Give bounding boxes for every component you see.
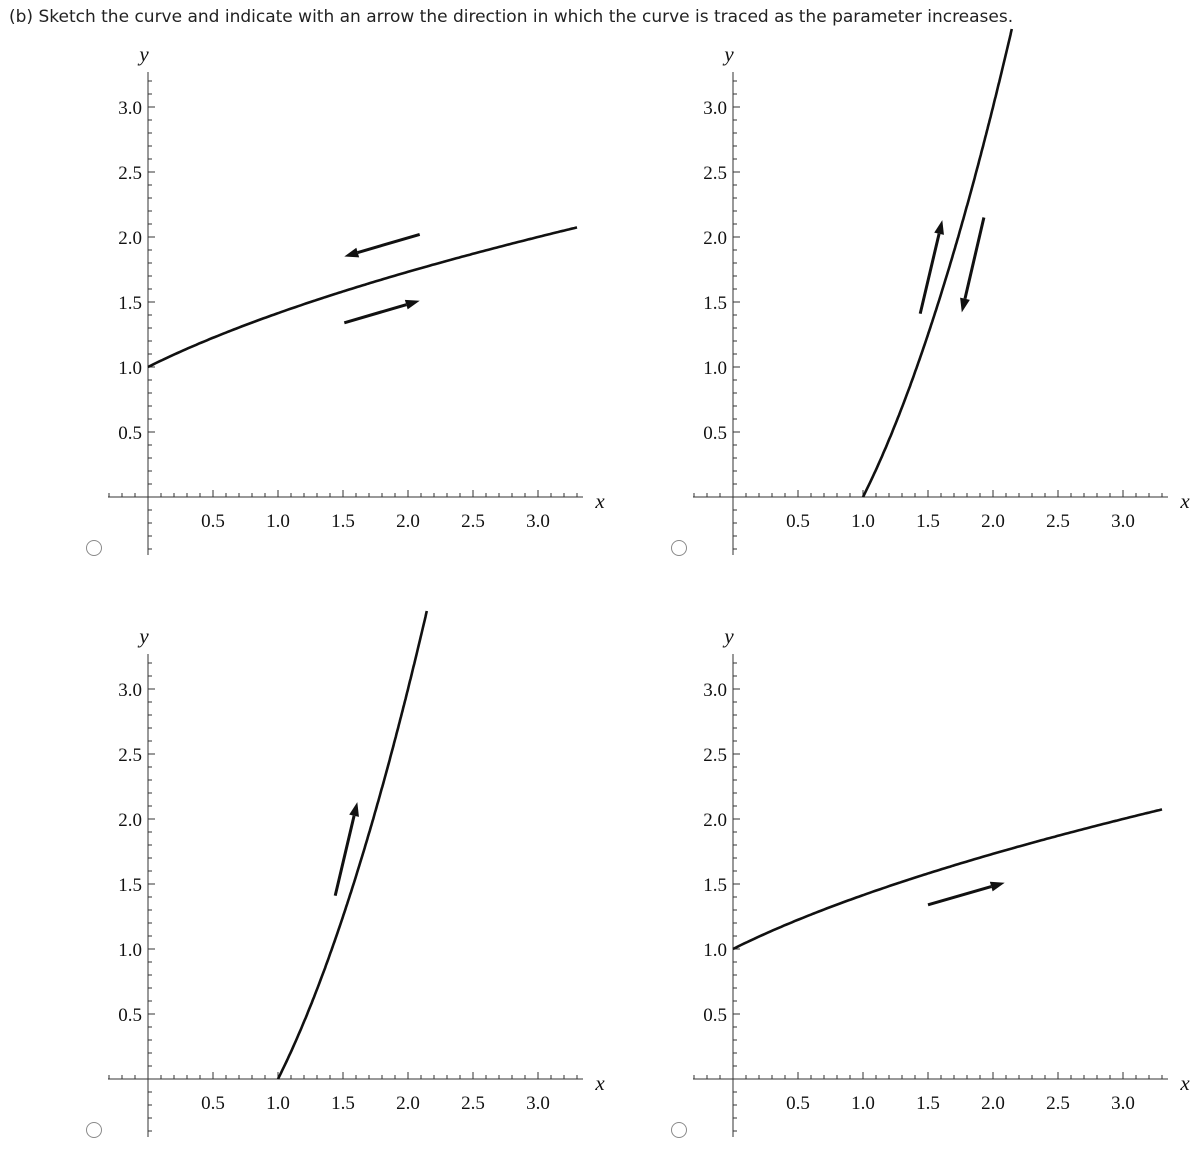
x-tick-label: 2.0 [981,511,1005,532]
x-tick-label: 1.0 [266,511,290,532]
x-tick-label: 3.0 [526,1093,550,1114]
x-tick-label: 1.5 [916,1093,940,1114]
y-tick-label: 2.0 [703,810,727,831]
x-tick-label: 2.0 [396,1093,420,1114]
x-tick-label: 0.5 [786,1093,810,1114]
x-tick-label: 1.5 [916,511,940,532]
curve [733,809,1162,949]
y-tick-label: 2.5 [118,163,142,184]
x-tick-label: 3.0 [1111,1093,1135,1114]
y-tick-label: 1.5 [703,293,727,314]
x-tick-label: 2.0 [981,1093,1005,1114]
x-axis-label: x [1180,1071,1190,1095]
x-tick-label: 3.0 [1111,511,1135,532]
y-tick-label: 2.0 [118,228,142,249]
x-tick-label: 2.5 [1046,511,1070,532]
y-tick-label: 1.5 [118,875,142,896]
direction-arrow-right [928,882,1005,905]
y-tick-label: 1.0 [703,358,727,379]
y-tick-label: 2.5 [703,163,727,184]
x-tick-label: 2.5 [1046,1093,1070,1114]
y-tick-label: 0.5 [118,1005,142,1026]
y-tick-label: 3.0 [118,680,142,701]
y-axis-label: y [724,42,734,66]
y-tick-label: 2.5 [118,745,142,766]
y-tick-label: 0.5 [703,423,727,444]
y-tick-label: 2.0 [703,228,727,249]
y-axis-label: y [139,42,149,66]
x-axis-label: x [595,489,605,513]
question-text: (b) Sketch the curve and indicate with an arrow the direction in which the curve is traced as the parameter increases. [9,7,1014,27]
x-tick-label: 1.0 [851,1093,875,1114]
x-tick-label: 0.5 [201,511,225,532]
y-axis-label: y [139,624,149,648]
x-tick-label: 2.5 [461,1093,485,1114]
y-tick-label: 2.0 [118,810,142,831]
y-tick-label: 0.5 [703,1005,727,1026]
x-tick-label: 0.5 [786,511,810,532]
y-tick-label: 3.0 [703,98,727,119]
x-tick-label: 3.0 [526,511,550,532]
y-tick-label: 1.0 [703,940,727,961]
y-tick-label: 1.5 [703,875,727,896]
y-tick-label: 3.0 [703,680,727,701]
x-tick-label: 0.5 [201,1093,225,1114]
y-tick-label: 1.0 [118,358,142,379]
y-axis-label: y [724,624,734,648]
x-tick-label: 1.0 [266,1093,290,1114]
x-axis-label: x [595,1071,605,1095]
y-tick-label: 0.5 [118,423,142,444]
x-tick-label: 2.5 [461,511,485,532]
x-tick-label: 2.0 [396,511,420,532]
y-tick-label: 1.5 [118,293,142,314]
y-tick-label: 3.0 [118,98,142,119]
x-tick-label: 1.5 [331,1093,355,1114]
y-tick-label: 2.5 [703,745,727,766]
x-axis-label: x [1180,489,1190,513]
y-tick-label: 1.0 [118,940,142,961]
x-tick-label: 1.5 [331,511,355,532]
x-tick-label: 1.0 [851,511,875,532]
